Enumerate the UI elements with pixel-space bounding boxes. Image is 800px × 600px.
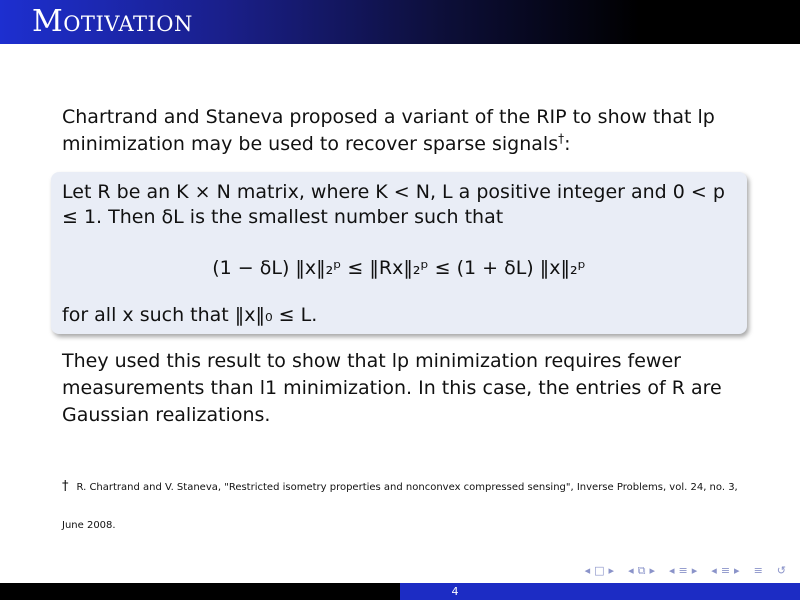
intro-paragraph — [62, 104, 752, 158]
result-paragraph: They used this result to show that lp minimization requires fewer measurements than l1 minimization. In this case, the entries of R are Gaussian realizations. — [62, 350, 722, 426]
footer-left-bar — [0, 583, 400, 600]
page-title: Motivation — [32, 4, 193, 39]
footnote-text: R. Chartrand and V. Staneva, "Restricted isometry properties and nonconvex compressed sensing", Inverse Problems, vol. 24, no. 3, June 2008. — [62, 482, 738, 531]
intro-end: : — [564, 133, 571, 155]
nav-section-left-icon[interactable]: ◂ — [669, 564, 675, 577]
nav-doc-icon[interactable]: ≡ — [720, 564, 731, 577]
page-number: 4 — [451, 585, 459, 598]
nav-right-icon[interactable]: ▸ — [608, 564, 615, 577]
footnote — [62, 468, 742, 545]
beamer-navigation — [585, 563, 786, 579]
theorem-statement: Let R be an K × N matrix, where K < N, L a positive integer and 0 < p ≤ 1. Then δL is the smallest number such that — [62, 181, 725, 228]
nav-subsection-left-icon[interactable]: ◂ — [711, 564, 717, 577]
nav-subsection-icon[interactable]: ⧉ — [637, 564, 646, 577]
nav-frame-icon[interactable]: □ — [594, 564, 605, 577]
theorem-box — [51, 172, 747, 334]
nav-frame-left-icon[interactable]: ◂ — [628, 564, 634, 577]
theorem-condition: for all x such that ‖x‖₀ ≤ L. — [62, 304, 318, 326]
nav-section-right-icon[interactable]: ▸ — [691, 564, 698, 577]
footnote-marker: † — [558, 131, 565, 146]
nav-frame-right-icon[interactable]: ▸ — [649, 564, 655, 577]
nav-section-icon[interactable]: ≡ — [678, 564, 688, 577]
header-bar — [0, 0, 800, 44]
nav-left-icon[interactable]: ◂ — [584, 564, 591, 577]
nav-menu-icon[interactable]: ≡ — [753, 564, 763, 577]
intro-text: Chartrand and Staneva proposed a variant of the RIP to show that lp minimization may be used to recover sparse signals — [62, 106, 715, 155]
nav-search-icon[interactable]: ↺ — [776, 564, 786, 577]
footnote-dagger: † — [62, 479, 69, 494]
nav-subsection-right-icon[interactable]: ▸ — [734, 564, 740, 577]
rip-equation: (1 − δL) ‖x‖₂ᵖ ≤ ‖Rx‖₂ᵖ ≤ (1 + δL) ‖x‖₂ᵖ — [212, 257, 586, 279]
